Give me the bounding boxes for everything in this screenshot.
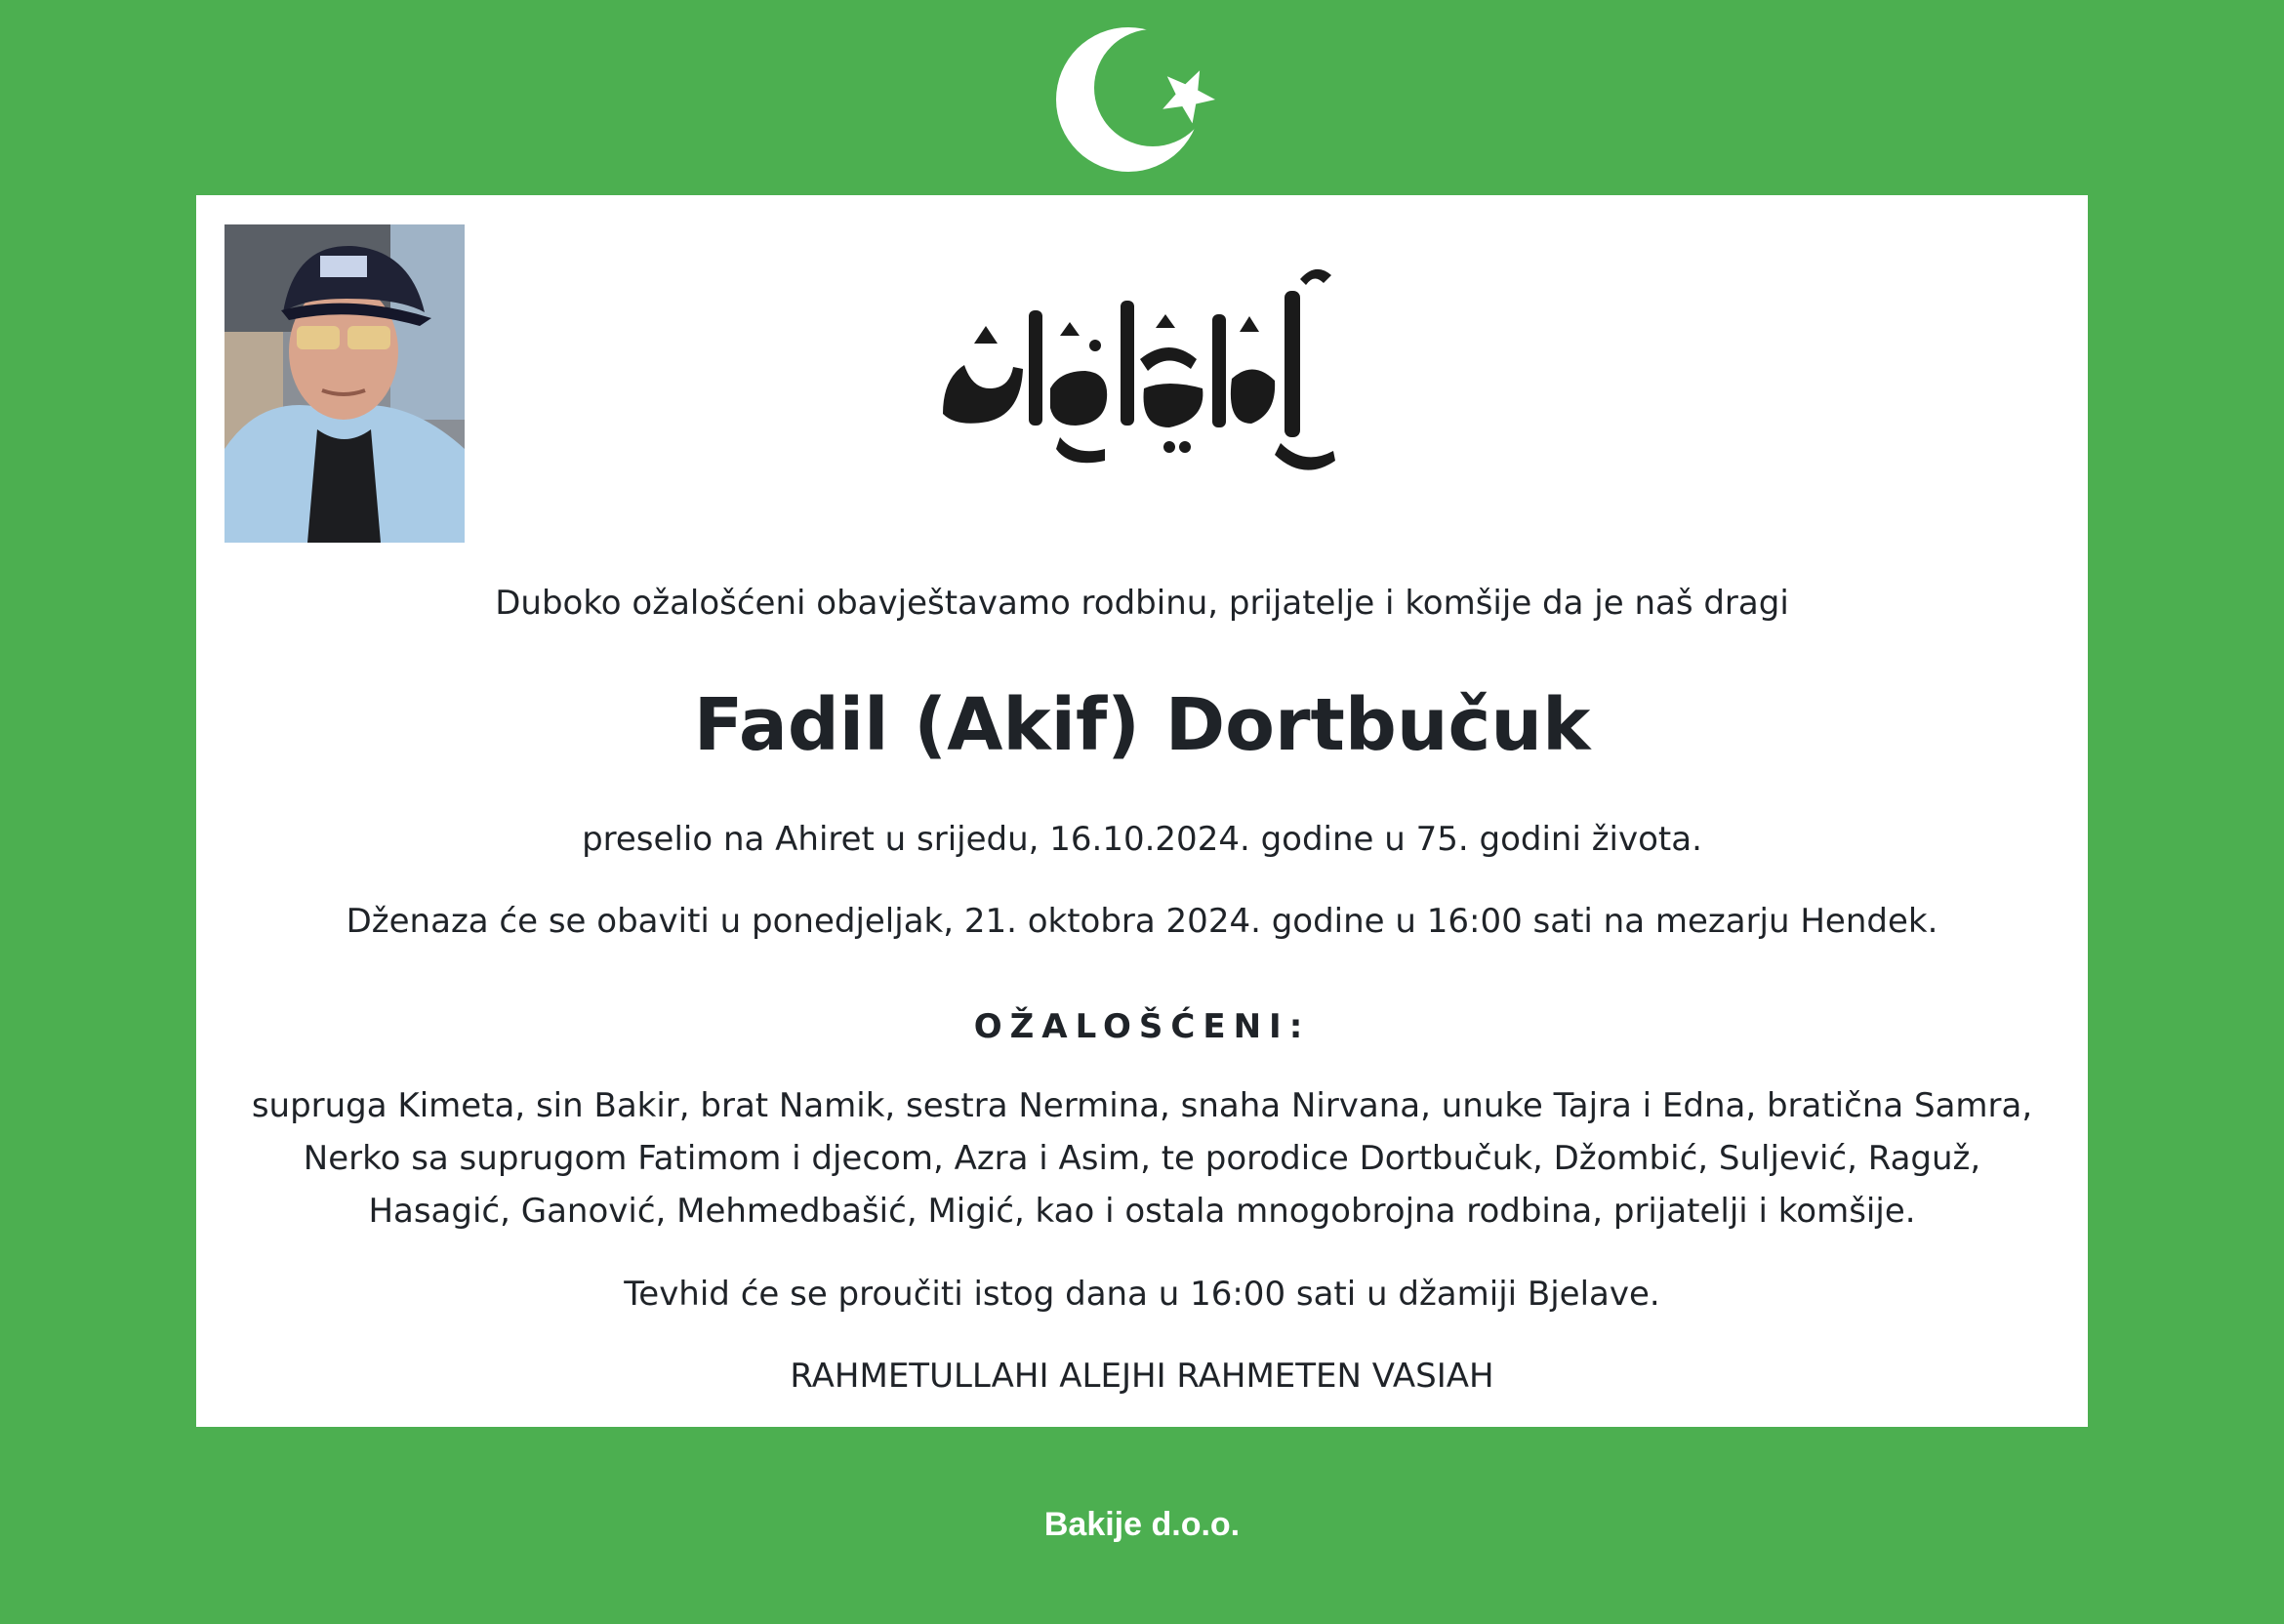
- header-band: [0, 0, 2284, 195]
- obituary-card: [196, 195, 2088, 1427]
- intro-text: Duboko ožalošćeni obavještavamo rodbinu, prijatelje i komšije da je naš dragi: [495, 584, 1789, 623]
- closing-prayer: RAHMETULLAHI ALEJHI RAHMETEN VASIAH: [790, 1357, 1494, 1396]
- arabic-calligraphy-icon: [914, 242, 1363, 496]
- funeral-details-text: Dženaza će se obaviti u ponedjeljak, 21. oktobra 2024. godine u 16:00 sati na mezarju Hendek.: [346, 902, 1938, 941]
- portrait-photo-icon: [224, 224, 465, 543]
- mourners-list: supruga Kimeta, sin Bakir, brat Namik, sestra Nermina, snaha Nirvana, unuke Tajra i Edna, bratična Samra, Nerko sa suprugom Fatimom i djecom, Azra i Asim, te porodice Dortbučuk, Džombić, Suljević, Raguž, Hasagić, Ganović, Mehmedbašić, Migić, kao i ostala mnogobrojna rodbina, prijatelji i komšije.: [251, 1086, 2033, 1231]
- tevhid-text: Tevhid će se proučiti istog dana u 16:00 sati u džamiji Bjelave.: [624, 1275, 1660, 1314]
- deceased-name: Fadil (Akif) Dortbučuk: [693, 683, 1591, 767]
- passing-date-text: preselio na Ahiret u srijedu, 16.10.2024. godine u 75. godini života.: [582, 820, 1702, 859]
- mourners-heading: OŽALOŠĆENI:: [973, 1007, 1311, 1046]
- deceased-portrait: [224, 224, 465, 543]
- company-name: Bakije d.o.o.: [1043, 1506, 1241, 1543]
- crescent-and-star-icon: [1054, 23, 1230, 176]
- footer: [0, 1427, 2284, 1624]
